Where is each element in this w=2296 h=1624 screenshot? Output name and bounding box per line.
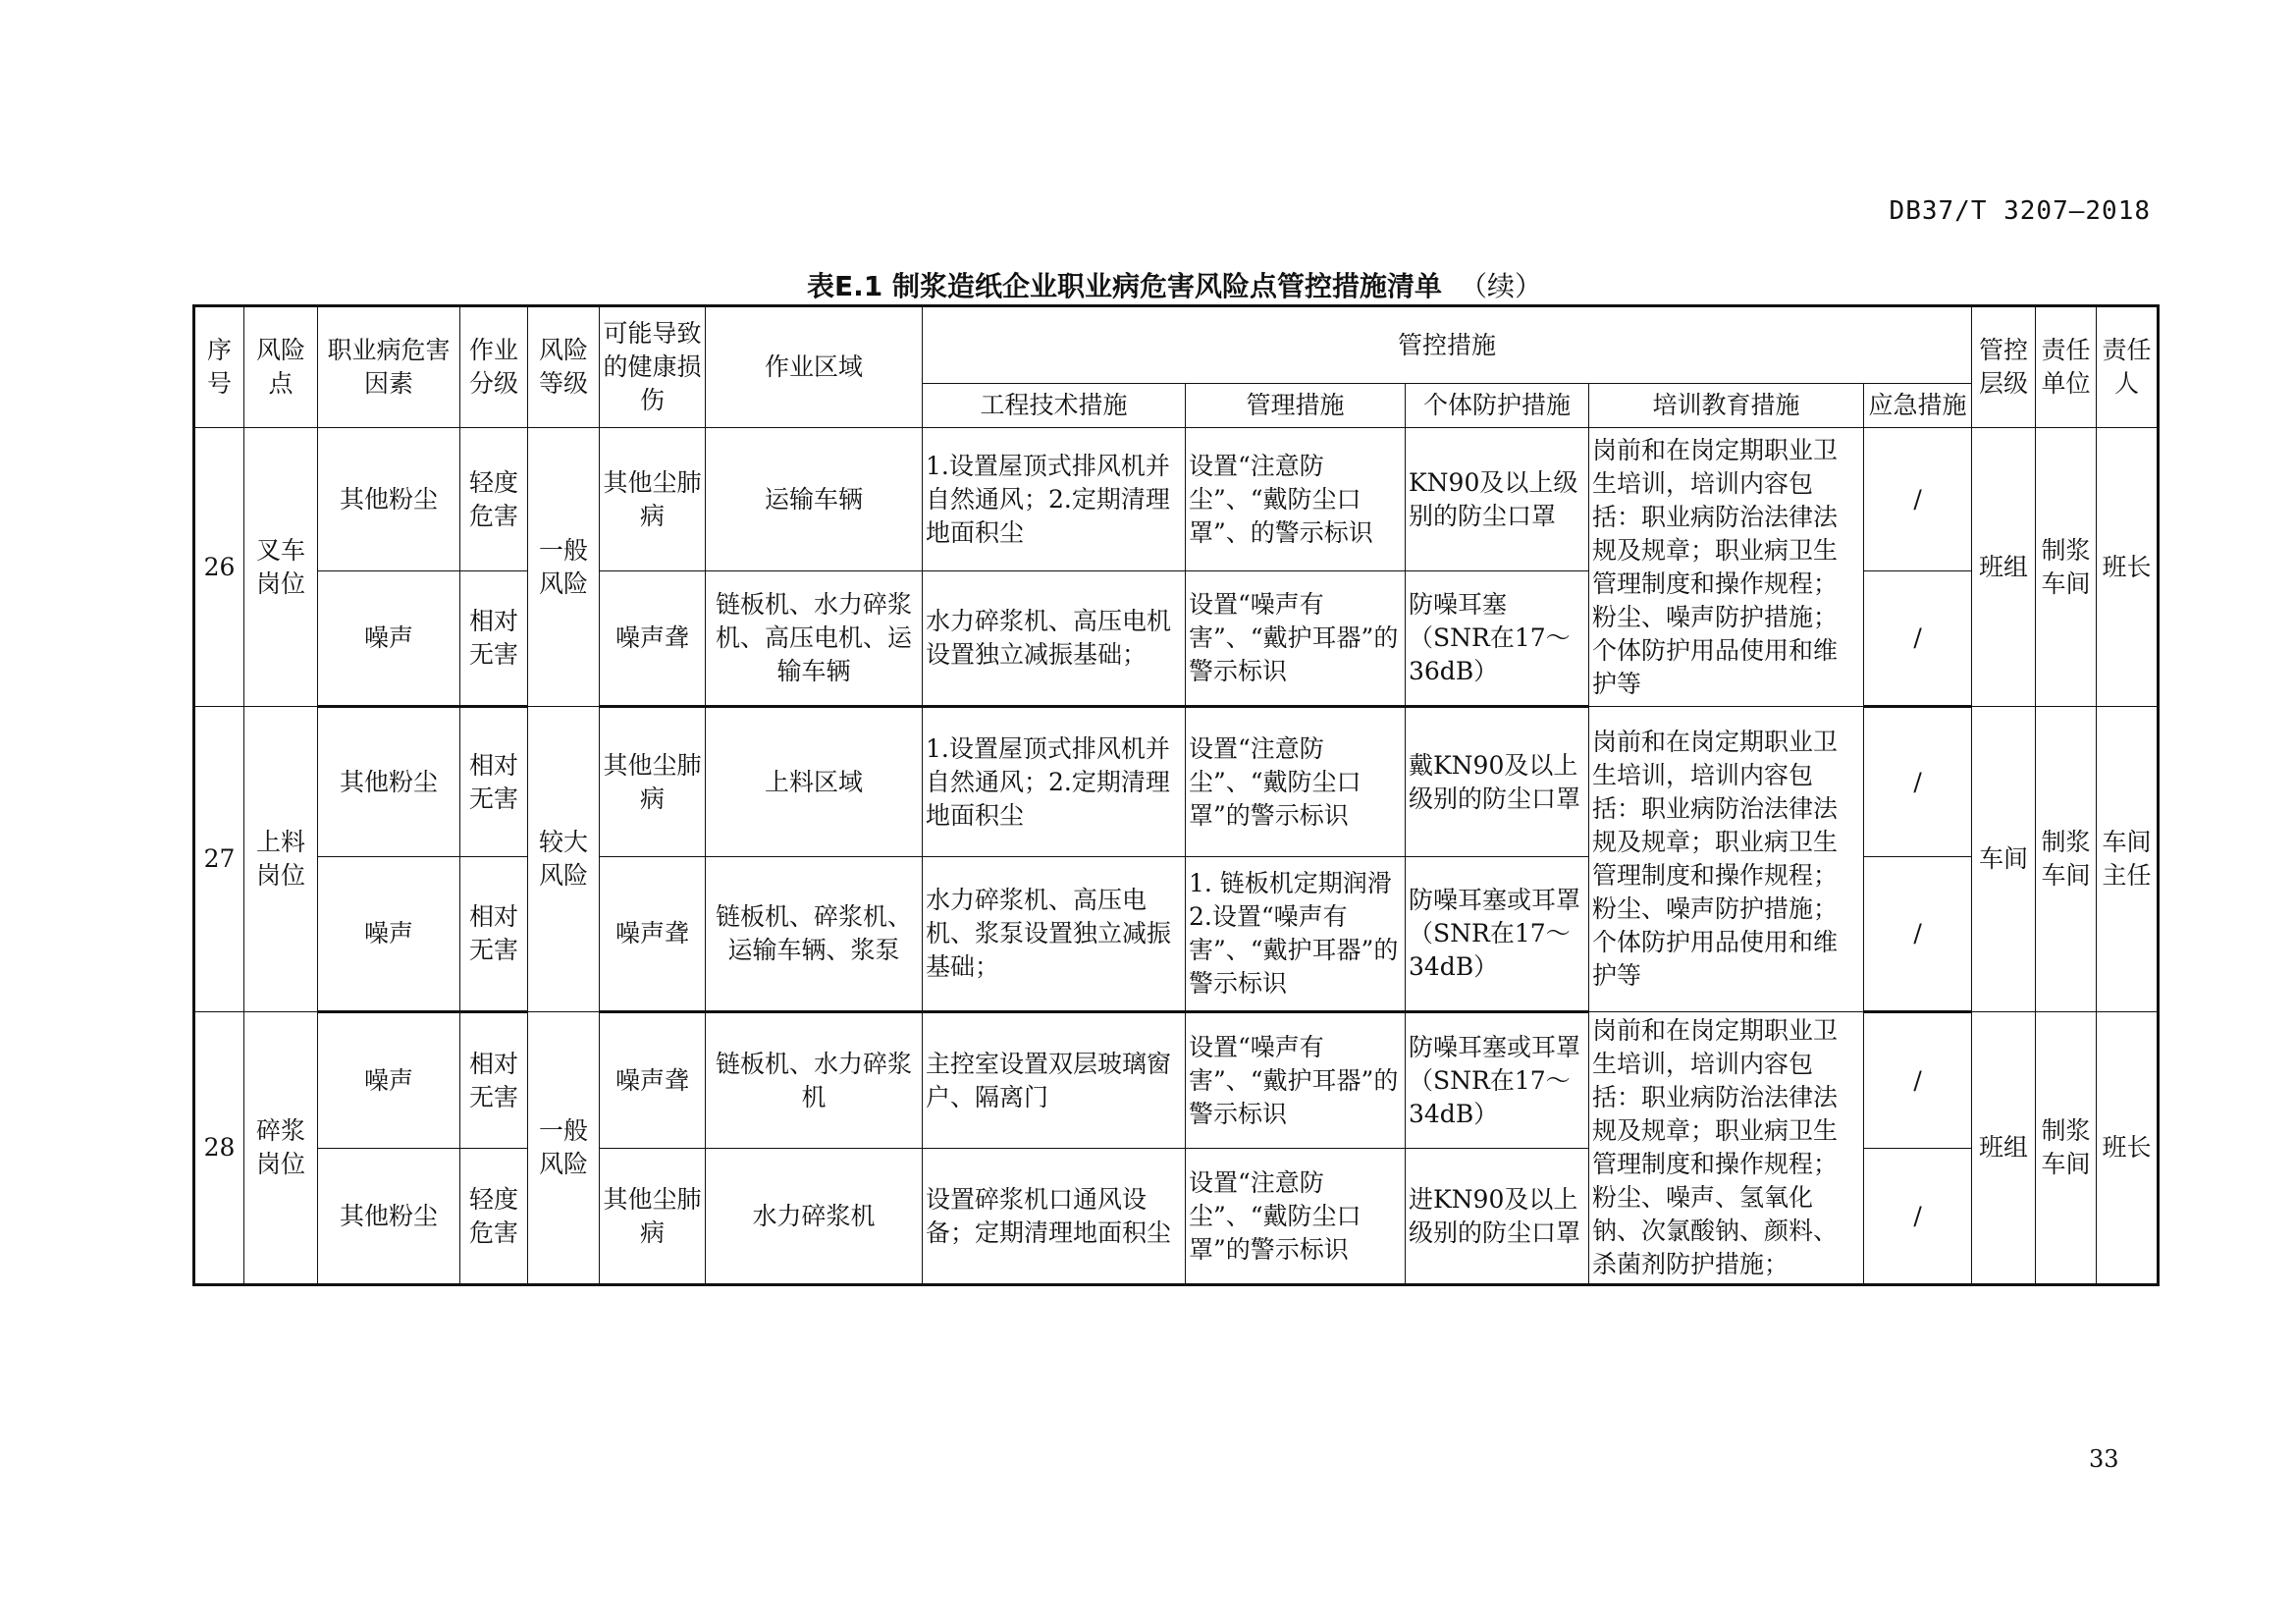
cell-risk-level: 较大风险 <box>528 707 600 1012</box>
cell-control-level: 班组 <box>1972 428 2036 707</box>
cell-seq: 28 <box>194 1012 244 1285</box>
cell-resp-unit: 制浆车间 <box>2036 428 2097 707</box>
cell-hazard: 噪声 <box>318 1012 460 1149</box>
cell-health-damage: 其他尘肺病 <box>600 707 706 857</box>
cell-engineering: 主控室设置双层玻璃窗户、隔离门 <box>923 1012 1186 1149</box>
cell-health-damage: 噪声聋 <box>600 857 706 1012</box>
cell-emergency: / <box>1864 857 1972 1012</box>
header-management: 管理措施 <box>1186 384 1406 428</box>
cell-emergency: / <box>1864 571 1972 707</box>
cell-ppe: 防噪耳塞或耳罩（SNR在17～34dB） <box>1406 1012 1589 1149</box>
table-title <box>192 265 2157 304</box>
cell-emergency: / <box>1864 1012 1972 1149</box>
header-ppe: 个体防护措施 <box>1406 384 1589 428</box>
table-row <box>194 1012 2159 1149</box>
header-hazard: 职业病危害因素 <box>318 306 460 428</box>
header-resp-person: 责任人 <box>2097 306 2159 428</box>
header-engineering: 工程技术措施 <box>923 384 1186 428</box>
cell-engineering: 水力碎浆机、高压电机设置独立减振基础； <box>923 571 1186 707</box>
cell-health-damage: 噪声聋 <box>600 1012 706 1149</box>
cell-hazard: 其他粉尘 <box>318 428 460 571</box>
cell-work-class: 轻度危害 <box>460 428 528 571</box>
cell-hazard: 噪声 <box>318 857 460 1012</box>
cell-management: 1. 链板机定期润滑 2.设置“噪声有害”、“戴护耳器”的警示标识 <box>1186 857 1406 1012</box>
cell-risk-point: 上料岗位 <box>244 707 318 1012</box>
document-code: DB37/T 3207—2018 <box>1889 196 2151 226</box>
cell-emergency: / <box>1864 707 1972 857</box>
page-number: 33 <box>2089 1445 2119 1473</box>
cell-hazard: 其他粉尘 <box>318 1149 460 1285</box>
cell-resp-person: 班长 <box>2097 1012 2159 1285</box>
cell-management: 设置“噪声有害”、“戴护耳器”的警示标识 <box>1186 1012 1406 1149</box>
cell-risk-level: 一般风险 <box>528 1012 600 1285</box>
cell-training: 岗前和在岗定期职业卫生培训，培训内容包括：职业病防治法律法规及规章；职业病卫生管理制度和操作规程；粉尘、噪声、氢氧化钠、次氯酸钠、颜料、杀菌剂防护措施； <box>1589 1012 1864 1285</box>
cell-seq: 27 <box>194 707 244 1012</box>
cell-work-area: 运输车辆 <box>706 428 923 571</box>
cell-hazard: 噪声 <box>318 571 460 707</box>
cell-health-damage: 噪声聋 <box>600 571 706 707</box>
table-title-continued: （续） <box>1459 270 1542 302</box>
cell-engineering: 1.设置屋顶式排风机并自然通风；2.定期清理地面积尘 <box>923 428 1186 571</box>
cell-management: 设置“噪声有害”、“戴护耳器”的警示标识 <box>1186 571 1406 707</box>
header-work-area: 作业区域 <box>706 306 923 428</box>
table-row <box>194 1149 2159 1285</box>
header-resp-unit: 责任单位 <box>2036 306 2097 428</box>
header-seq: 序号 <box>194 306 244 428</box>
header-emergency: 应急措施 <box>1864 384 1972 428</box>
cell-engineering: 水力碎浆机、高压电机、浆泵设置独立减振基础； <box>923 857 1186 1012</box>
table-row <box>194 428 2159 571</box>
header-control-measures: 管控措施 <box>923 306 1972 384</box>
table-row <box>194 857 2159 1012</box>
cell-health-damage: 其他尘肺病 <box>600 428 706 571</box>
cell-engineering: 1.设置屋顶式排风机并自然通风；2.定期清理地面积尘 <box>923 707 1186 857</box>
header-risk-point: 风险点 <box>244 306 318 428</box>
cell-resp-unit: 制浆车间 <box>2036 707 2097 1012</box>
cell-emergency: / <box>1864 428 1972 571</box>
header-training: 培训教育措施 <box>1589 384 1864 428</box>
cell-work-area: 链板机、碎浆机、运输车辆、浆泵 <box>706 857 923 1012</box>
cell-work-area: 水力碎浆机 <box>706 1149 923 1285</box>
cell-work-area: 上料区域 <box>706 707 923 857</box>
cell-work-class: 相对无害 <box>460 1012 528 1149</box>
header-row-1 <box>194 306 2159 384</box>
cell-work-area: 链板机、水力碎浆机、高压电机、运输车辆 <box>706 571 923 707</box>
cell-hazard: 其他粉尘 <box>318 707 460 857</box>
cell-control-level: 班组 <box>1972 1012 2036 1285</box>
cell-engineering: 设置碎浆机口通风设备；定期清理地面积尘 <box>923 1149 1186 1285</box>
cell-ppe: 防噪耳塞（SNR在17～36dB） <box>1406 571 1589 707</box>
risk-control-table <box>192 304 2160 1286</box>
cell-management: 设置“注意防尘”、“戴防尘口罩”的警示标识 <box>1186 707 1406 857</box>
cell-risk-level: 一般风险 <box>528 428 600 707</box>
table-title-text: 表E.1 制浆造纸企业职业病危害风险点管控措施清单 <box>806 270 1442 302</box>
cell-control-level: 车间 <box>1972 707 2036 1012</box>
cell-seq: 26 <box>194 428 244 707</box>
cell-ppe: KN90及以上级别的防尘口罩 <box>1406 428 1589 571</box>
table-row <box>194 707 2159 857</box>
cell-health-damage: 其他尘肺病 <box>600 1149 706 1285</box>
cell-ppe: 戴KN90及以上级别的防尘口罩 <box>1406 707 1589 857</box>
header-health-damage: 可能导致的健康损伤 <box>600 306 706 428</box>
cell-resp-person: 车间主任 <box>2097 707 2159 1012</box>
cell-training: 岗前和在岗定期职业卫生培训，培训内容包括：职业病防治法律法规及规章；职业病卫生管理制度和操作规程；粉尘、噪声防护措施；个体防护用品使用和维护等 <box>1589 707 1864 1012</box>
cell-resp-person: 班长 <box>2097 428 2159 707</box>
cell-work-class: 相对无害 <box>460 707 528 857</box>
cell-management: 设置“注意防尘”、“戴防尘口罩”、的警示标识 <box>1186 428 1406 571</box>
header-work-class: 作业分级 <box>460 306 528 428</box>
cell-ppe: 防噪耳塞或耳罩（SNR在17～34dB） <box>1406 857 1589 1012</box>
cell-work-class: 轻度危害 <box>460 1149 528 1285</box>
cell-risk-point: 叉车岗位 <box>244 428 318 707</box>
cell-work-class: 相对无害 <box>460 857 528 1012</box>
cell-resp-unit: 制浆车间 <box>2036 1012 2097 1285</box>
cell-ppe: 进KN90及以上级别的防尘口罩 <box>1406 1149 1589 1285</box>
cell-management: 设置“注意防尘”、“戴防尘口罩”的警示标识 <box>1186 1149 1406 1285</box>
cell-emergency: / <box>1864 1149 1972 1285</box>
header-risk-level: 风险等级 <box>528 306 600 428</box>
table-row <box>194 571 2159 707</box>
cell-risk-point: 碎浆岗位 <box>244 1012 318 1285</box>
cell-work-area: 链板机、水力碎浆机 <box>706 1012 923 1149</box>
cell-training: 岗前和在岗定期职业卫生培训，培训内容包括：职业病防治法律法规及规章；职业病卫生管理制度和操作规程；粉尘、噪声防护措施；个体防护用品使用和维护等 <box>1589 428 1864 707</box>
header-control-level: 管控层级 <box>1972 306 2036 428</box>
cell-work-class: 相对无害 <box>460 571 528 707</box>
